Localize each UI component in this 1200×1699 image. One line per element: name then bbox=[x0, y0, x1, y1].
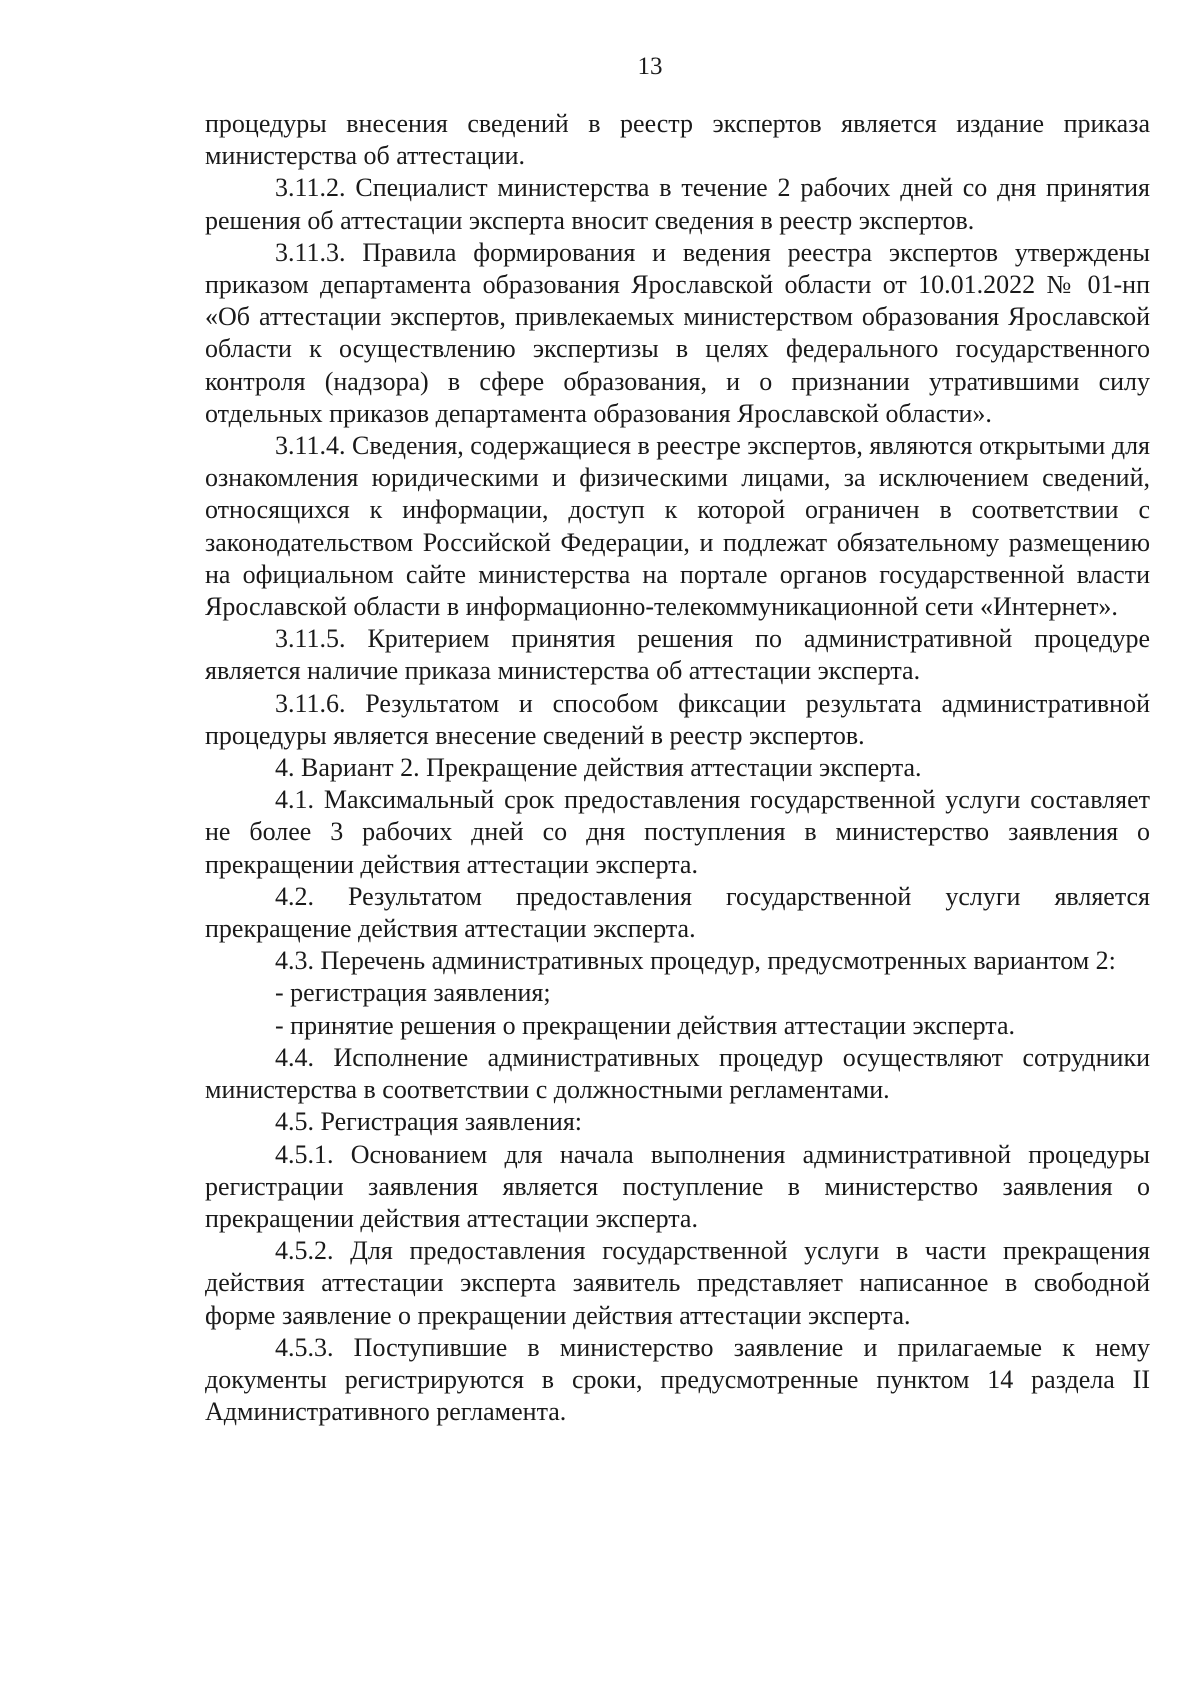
paragraph-4-5-2: 4.5.2. Для предоставления государственной услуги в части прекращения действия аттестации эксперта заявитель представляет написанное в свободной форме заявление о прекращении действия аттестации эксперта. bbox=[205, 1236, 1150, 1330]
document-body bbox=[205, 108, 1150, 1428]
paragraph-4-5: 4.5. Регистрация заявления: bbox=[275, 1107, 583, 1137]
paragraph-4-1: 4.1. Максимальный срок предоставления государственной услуги составляет не более 3 рабочих дней со дня поступления в министерство заявления о прекращении действия аттестации эксперта. bbox=[205, 785, 1150, 879]
paragraph-4-5-3: 4.5.3. Поступившие в министерство заявление и прилагаемые к нему документы регистрируются в сроки, предусмотренные пунктом 14 раздела II Административного регламента. bbox=[205, 1332, 1150, 1427]
paragraph-3-11-3: 3.11.3. Правила формирования и ведения реестра экспертов утверждены приказом департамента образования Ярославской области от 10.01.2022 № 01-нп «Об аттестации экспертов, привлекаемых министерством образования Ярославской области к осуществлению экспертизы в целях федерального государственного контроля (надзора) в сфере образования, и о признании утратившими силу отдельных приказов департамента образования Ярославской области». bbox=[205, 237, 1150, 428]
paragraph-3-11-4: 3.11.4. Сведения, содержащиеся в реестре экспертов, являются открытыми для ознакомления юридическими и физическими лицами, за исключением сведений, относящихся к информации, доступ к которой ограничен в соответствии с законодательством Российской Федерации, и подлежат обязательному размещению на официальном сайте министерства на портале органов государственной власти Ярославской области в информационно-телекоммуникационной сети «Интернет». bbox=[205, 431, 1150, 622]
list-item-decision: - принятие решения о прекращении действия аттестации эксперта. bbox=[275, 1010, 1016, 1040]
paragraph-continuation: процедуры внесения сведений в реестр экспертов является издание приказа министерства об аттестации. bbox=[205, 109, 1150, 171]
page-number: 13 bbox=[637, 53, 663, 80]
paragraph-3-11-6: 3.11.6. Результатом и способом фиксации результата административной процедуры является внесение сведений в реестр экспертов. bbox=[205, 688, 1150, 750]
section-heading-4: 4. Вариант 2. Прекращение действия аттестации эксперта. bbox=[275, 753, 922, 783]
paragraph-4-4: 4.4. Исполнение административных процедур осуществляют сотрудники министерства в соответствии с должностными регламентами. bbox=[205, 1042, 1150, 1105]
list-item-registration: - регистрация заявления; bbox=[275, 978, 551, 1008]
paragraph-4-2: 4.2. Результатом предоставления государственной услуги является прекращение действия аттестации эксперта. bbox=[205, 881, 1150, 944]
paragraph-3-11-2: 3.11.2. Специалист министерства в течение 2 рабочих дней со дня принятия решения об аттестации эксперта вносит сведения в реестр экспертов. bbox=[205, 173, 1150, 235]
paragraph-3-11-5: 3.11.5. Критерием принятия решения по административной процедуре является наличие приказа министерства об аттестации эксперта. bbox=[205, 624, 1150, 686]
paragraph-4-3: 4.3. Перечень административных процедур, предусмотренных вариантом 2: bbox=[275, 946, 1116, 976]
paragraph-4-5-1: 4.5.1. Основанием для начала выполнения административной процедуры регистрации заявления является поступление в министерство заявления о прекращении действия аттестации эксперта. bbox=[205, 1139, 1150, 1233]
